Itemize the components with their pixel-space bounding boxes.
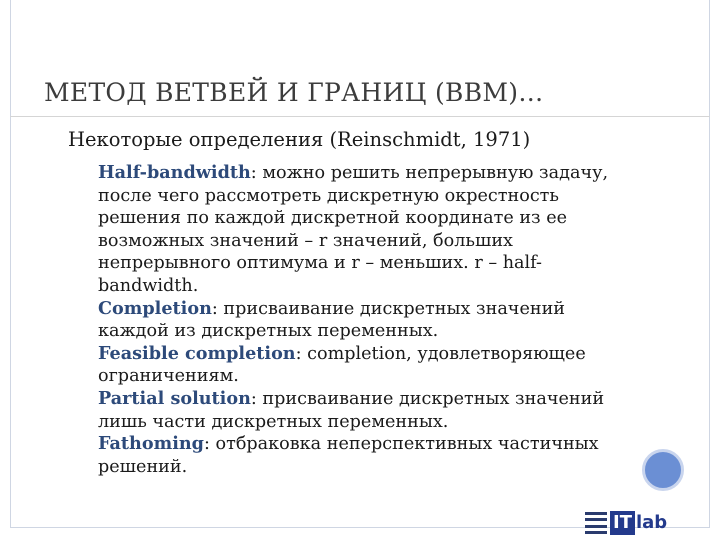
definition-text: : присваивание дискретных значений лишь части дискретных переменных.: [98, 388, 605, 432]
definition-text: : присваивание дискретных значений каждой из дискретных переменных.: [98, 298, 566, 342]
definition-term: Partial solution: [98, 387, 251, 409]
level1-bullet-item: [44, 128, 530, 151]
definition-text: : можно решить непрерывную задачу, после чего рассмотреть дискретную окрестность решения по каждой дискретной координате из ее возможных значений – r значений, больших непрерывного оптимума и r – меньших. r – half-bandwidth.: [98, 163, 609, 296]
list-item: [77, 162, 637, 298]
definition-term: Fathoming: [98, 433, 204, 455]
logo-lab-text: lab: [635, 512, 668, 533]
definition-text: : отбраковка неперспективных частичных решений.: [98, 434, 599, 477]
definition-term: Half-bandwidth: [98, 162, 251, 183]
title-divider: [10, 116, 710, 117]
definition-term: Completion: [98, 297, 212, 319]
list-item: [77, 343, 637, 388]
university-mark-icon: [585, 512, 607, 534]
list-item: [77, 298, 637, 343]
list-item: [77, 388, 637, 433]
decorative-circle-icon: [642, 449, 684, 491]
slide-title: МЕТОД ВЕТВЕЙ И ГРАНИЦ (BBM)…: [44, 78, 544, 107]
level1-text: Некоторые определения (Reinschmidt, 1971): [68, 128, 531, 151]
definition-term: Feasible completion: [98, 342, 296, 364]
logo-it-text: IT: [610, 511, 635, 535]
list-item: [77, 433, 637, 478]
definition-text: : completion, удовлетворяющее ограничениям.: [98, 343, 586, 387]
itlab-logo: [585, 510, 667, 536]
definitions-list: [77, 162, 637, 478]
